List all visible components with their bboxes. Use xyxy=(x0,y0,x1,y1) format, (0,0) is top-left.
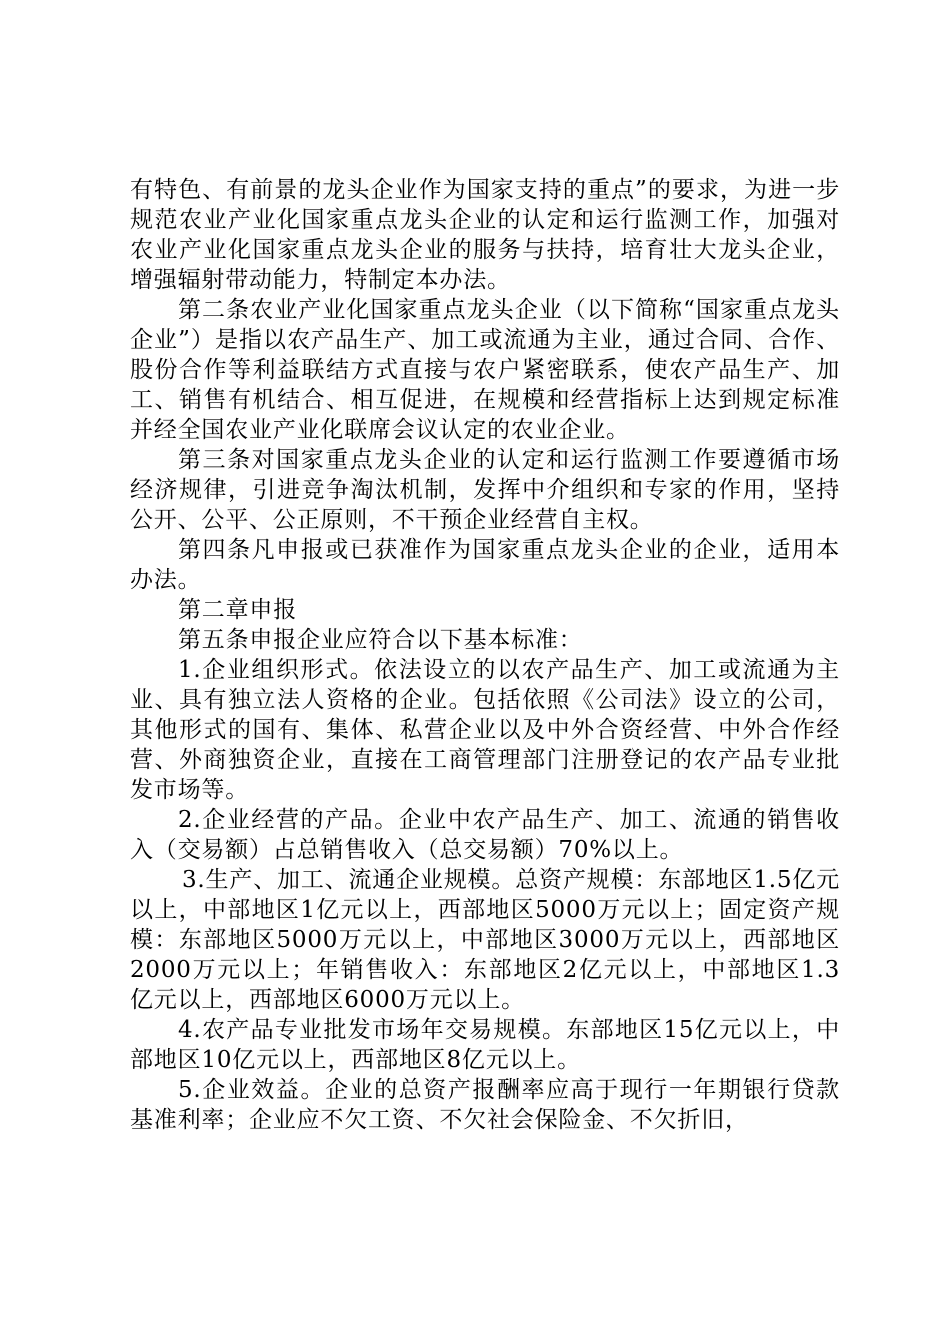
list-item-2: 2.企业经营的产品。企业中农产品生产、加工、流通的销售收入（交易额）占总销售收入（总交易额）70%以上。 xyxy=(130,807,840,863)
paragraph-article-4: 第四条凡申报或已获准作为国家重点龙头企业的企业，适用本办法。 xyxy=(130,537,840,593)
paragraph-article-2: 第二条农业产业化国家重点龙头企业（以下简称“国家重点龙头企业”）是指以农产品生产、加工或流通为主业，通过合同、合作、股份合作等利益联结方式直接与农户紧密联系，使农产品生产、加工、销售有机结合、相互促进，在规模和经营指标上达到规定标准并经全国农业产业化联席会议认定的农业企业。 xyxy=(130,297,840,443)
chapter-heading: 第二章申报 xyxy=(178,597,297,623)
list-item-5: 5.企业效益。企业的总资产报酬率应高于现行一年期银行贷款基准利率；企业应不欠工资、不欠社会保险金、不欠折旧， xyxy=(130,1077,840,1133)
document-body xyxy=(130,175,840,1135)
list-item-1: 1.企业组织形式。依法设立的以农产品生产、加工或流通为主业、具有独立法人资格的企业。包括依照《公司法》设立的公司，其他形式的国有、集体、私营企业以及中外合资经营、中外合作经营、外商独资企业，直接在工商管理部门注册登记的农产品专业批发市场等。 xyxy=(130,657,840,803)
paragraph-intro-continuation: 有特色、有前景的龙头企业作为国家支持的重点”的要求，为进一步规范农业产业化国家重点龙头企业的认定和运行监测工作，加强对农业产业化国家重点龙头企业的服务与扶持，培育壮大龙头企业，增强辐射带动能力，特制定本办法。 xyxy=(130,177,840,293)
paragraph-article-5: 第五条申报企业应符合以下基本标准： xyxy=(178,627,583,653)
paragraph-article-3: 第三条对国家重点龙头企业的认定和运行监测工作要遵循市场经济规律，引进竞争淘汰机制，发挥中介组织和专家的作用，坚持公开、公平、公正原则，不干预企业经营自主权。 xyxy=(130,447,840,533)
list-item-4: 4.农产品专业批发市场年交易规模。东部地区15亿元以上，中部地区10亿元以上，西部地区8亿元以上。 xyxy=(130,1017,840,1073)
list-item-3: 3.生产、加工、流通企业规模。总资产规模：东部地区1.5亿元以上，中部地区1亿元以上，西部地区5000万元以上；固定资产规模：东部地区5000万元以上，中部地区3000万元以上，西部地区2000万元以上；年销售收入：东部地区2亿元以上，中部地区1.3亿元以上，西部地区6000万元以上。 xyxy=(130,867,840,1013)
